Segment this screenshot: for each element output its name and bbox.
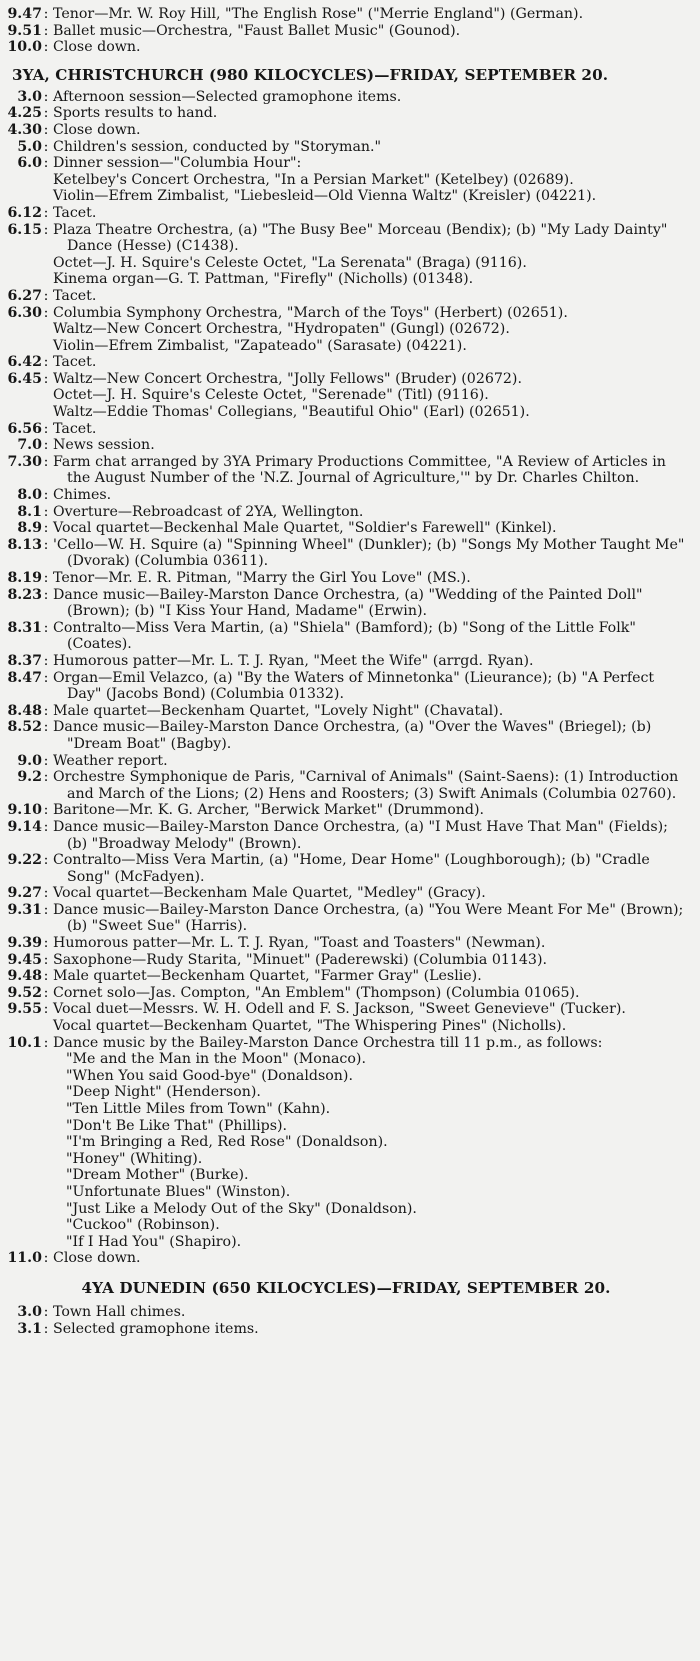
entry-time: 9.27 [7, 885, 42, 902]
entry-time: 10.0 [7, 39, 42, 56]
song-item: "Ten Little Miles from Town" (Kahn). [66, 1101, 331, 1117]
entry-text: Contralto—Miss Vera Martin, (a) "Home, Dear Home" (Loughborough); (b) "Cradle Song" (McFadyen). [53, 852, 650, 885]
entry-colon: : [43, 1320, 49, 1337]
program-entry [4, 454, 688, 487]
program-entry [4, 1321, 688, 1338]
entry-colon: : [43, 1034, 49, 1051]
entry-colon: : [43, 901, 49, 918]
entry-time: 3.0 [17, 1303, 42, 1320]
song-item: "If I Had You" (Shapiro). [66, 1233, 242, 1250]
song-item: "Don't Be Like That" (Phillips). [66, 1117, 288, 1134]
entry-text: Waltz—New Concert Orchestra, "Jolly Fellows" (Bruder) (02672). [53, 370, 522, 387]
entry-colon: : [43, 719, 49, 736]
entry-colon: : [43, 702, 49, 719]
entry-text: Tacet. [53, 420, 97, 437]
entry-colon: : [43, 370, 49, 387]
dance-song-list [4, 1051, 688, 1250]
entry-colon [43, 172, 49, 189]
song-item: "Just Like a Melody Out of the Sky" (Donaldson). [66, 1200, 417, 1217]
entry-colon: : [43, 769, 49, 786]
entry-text: News session. [53, 437, 155, 454]
program-entry [4, 885, 688, 902]
entry-time: 9.52 [7, 984, 42, 1001]
entry-time: 9.10 [7, 802, 42, 819]
entry-text: Selected gramophone items. [53, 1320, 259, 1337]
entry-text: Afternoon session—Selected gramophone items. [53, 88, 402, 105]
entry-colon: : [43, 951, 49, 968]
entry-colon: : [43, 39, 49, 56]
program-entry [4, 753, 688, 770]
entry-time: 9.51 [7, 22, 42, 39]
entry-text: Tacet. [53, 204, 97, 221]
entry-colon: : [43, 22, 49, 39]
program-entry [4, 1304, 688, 1321]
program-entry [4, 6, 688, 23]
entry-time: 8.48 [7, 702, 42, 719]
program-entry [4, 437, 688, 454]
entry-colon: : [43, 802, 49, 819]
entry-colon: : [43, 304, 49, 321]
program-entry [4, 719, 688, 752]
song-item: "Cuckoo" (Robinson). [66, 1217, 220, 1234]
previous-station-tail [4, 6, 688, 56]
entry-time: 7.30 [7, 453, 42, 470]
entry-time [4, 338, 42, 355]
entry-colon: : [43, 487, 49, 504]
entry-time: 9.31 [7, 901, 42, 918]
entry-time: 9.39 [7, 935, 42, 952]
entry-time [4, 387, 42, 404]
entry-time [4, 255, 42, 272]
entry-colon: : [43, 121, 49, 138]
entry-time: 6.27 [7, 287, 42, 304]
entry-text: Humorous patter—Mr. L. T. J. Ryan, "Toast and Toasters" (Newman). [53, 935, 546, 952]
program-entry [4, 1018, 688, 1035]
program-entry [4, 570, 688, 587]
song-item: "I'm Bringing a Red, Red Rose" (Donaldson). [66, 1134, 388, 1151]
entry-colon: : [43, 453, 49, 470]
entry-text: Octet—J. H. Squire's Celeste Octet, "Serenade" (Titl) (9116). [53, 387, 489, 404]
entry-time: 3.0 [17, 88, 42, 105]
program-entry [4, 338, 688, 355]
entry-text: Vocal duet—Messrs. W. H. Odell and F. S. Jackson, "Sweet Genevieve" (Tucker). [53, 1001, 626, 1018]
entry-colon: : [43, 88, 49, 105]
entry-text: Tenor—Mr. E. R. Pitman, "Marry the Girl You Love" (MS.). [53, 570, 471, 586]
program-entry [4, 321, 688, 338]
close-down-entry [4, 1250, 688, 1267]
entry-colon: : [43, 138, 49, 155]
entry-time: 6.45 [7, 370, 42, 387]
entry-colon: : [43, 287, 49, 304]
entry-colon: : [43, 221, 49, 238]
entry-time: 8.47 [7, 669, 42, 686]
entry-text: Children's session, conducted by "Storyman." [53, 138, 382, 155]
entry-text: Violin—Efrem Zimbalist, "Liebesleid—Old Vienna Waltz" (Kreisler) (04221). [53, 188, 597, 205]
program-entry [4, 952, 688, 969]
program-entry [4, 902, 688, 935]
song-item: "Unfortunate Blues" (Winston). [66, 1183, 291, 1200]
entry-time: 8.0 [17, 487, 42, 504]
entry-text: Chimes. [53, 487, 112, 504]
entry-colon: : [43, 1250, 49, 1267]
entry-time: 10.1 [7, 1034, 42, 1051]
entry-colon: : [43, 1001, 49, 1018]
entry-colon [43, 1018, 49, 1035]
entry-text: Male quartet—Beckenham Quartet, "Farmer Gray" (Leslie). [53, 968, 482, 985]
entry-text: Farm chat arranged by 3YA Primary Productions Committee, "A Review of Articles in the August Number of the 'N.Z. Journal of Agriculture,'" by Dr. Charles Chilton. [53, 453, 666, 487]
entry-text: Cornet solo—Jas. Compton, "An Emblem" (Thompson) (Columbia 01065). [53, 984, 580, 1001]
program-entry [4, 105, 688, 122]
entry-colon: : [43, 536, 49, 553]
program-entry [4, 139, 688, 156]
song-item: "When You said Good-bye" (Donaldson). [66, 1067, 353, 1084]
entry-time: 5.0 [17, 138, 42, 155]
entry-time [4, 271, 42, 288]
entry-time: 6.0 [17, 155, 42, 172]
program-list-3ya [4, 89, 688, 1051]
program-entry [4, 155, 688, 172]
entry-text: Baritone—Mr. K. G. Archer, "Berwick Market" (Drummond). [53, 802, 485, 819]
entry-colon [43, 255, 49, 272]
program-entry [4, 305, 688, 322]
entry-time [4, 321, 42, 338]
entry-colon: : [43, 652, 49, 669]
entry-time: 9.22 [7, 852, 42, 869]
entry-time: 8.13 [7, 536, 42, 553]
entry-text: 'Cello—W. H. Squire (a) "Spinning Wheel" (Dunkler); (b) "Songs My Mother Taught Me" (Dvorak) (Columbia 03611). [53, 536, 685, 570]
entry-colon: : [43, 935, 49, 952]
program-entry [4, 222, 688, 255]
program-entry [4, 504, 688, 521]
program-entry [4, 985, 688, 1002]
entry-colon: : [43, 669, 49, 686]
entry-text: Tenor—Mr. W. Roy Hill, "The English Rose" ("Merrie England") (German). [53, 6, 584, 22]
entry-time: 8.52 [7, 719, 42, 736]
entry-text: Waltz—Eddie Thomas' Collegians, "Beautiful Ohio" (Earl) (02651). [53, 404, 530, 421]
program-entry [4, 537, 688, 570]
entry-time: 6.15 [7, 221, 42, 238]
entry-text: Ballet music—Orchestra, "Faust Ballet Music" (Gounod). [53, 22, 461, 39]
entry-colon: : [43, 105, 49, 122]
song-item: "Me and the Man in the Moon" (Monaco). [66, 1051, 366, 1068]
entry-time: 8.9 [17, 520, 42, 537]
entry-colon: : [43, 520, 49, 537]
entry-colon: : [43, 752, 49, 769]
entry-text: Octet—J. H. Squire's Celeste Octet, "La Serenata" (Braga) (9116). [53, 254, 527, 271]
entry-time: 9.47 [7, 6, 42, 22]
entry-text: Vocal quartet—Beckenhal Male Quartet, "Soldier's Farewell" (Kinkel). [53, 520, 557, 537]
entry-text: Sports results to hand. [53, 105, 218, 122]
program-entry [4, 404, 688, 421]
entry-text: Violin—Efrem Zimbalist, "Zapateado" (Sarasate) (04221). [53, 337, 467, 354]
entry-text: Tacet. [53, 287, 97, 304]
entry-colon: : [43, 984, 49, 1001]
entry-colon: : [43, 204, 49, 221]
entry-time: 3.1 [17, 1320, 42, 1337]
entry-time: 9.2 [17, 769, 42, 786]
entry-text: Saxophone—Rudy Starita, "Minuet" (Paderewski) (Columbia 01143). [53, 951, 547, 968]
entry-time: 6.42 [7, 354, 42, 371]
entry-time: 8.19 [7, 570, 42, 586]
entry-text: Overture—Rebroadcast of 2YA, Wellington. [53, 503, 364, 520]
program-entry [4, 122, 688, 139]
entry-time [4, 404, 42, 421]
entry-text: Dinner session—"Columbia Hour": [53, 155, 302, 172]
entry-text: Organ—Emil Velazco, (a) "By the Waters of Minnetonka" (Lieurance); (b) "A Perfect Day" (Jacobs Bond) (Columbia 01332). [53, 669, 655, 703]
song-item: "Honey" (Whiting). [66, 1150, 203, 1167]
entry-text: Vocal quartet—Beckenham Quartet, "The Whispering Pines" (Nicholls). [53, 1018, 567, 1035]
entry-colon: : [43, 570, 49, 586]
station-heading-3ya: 3YA, CHRISTCHURCH (980 KILOCYCLES)—FRIDAY, SEPTEMBER 20. [12, 65, 609, 84]
song-item: "Deep Night" (Henderson). [66, 1084, 261, 1101]
program-entry [4, 620, 688, 653]
program-entry [4, 89, 688, 106]
program-entry [4, 188, 688, 205]
entry-colon: : [43, 619, 49, 636]
entry-colon: : [43, 503, 49, 520]
station-heading-4ya: 4YA DUNEDIN (650 KILOCYCLES)—FRIDAY, SEPTEMBER 20. [81, 1278, 611, 1297]
program-entry [4, 1035, 688, 1052]
program-entry [4, 769, 688, 802]
entry-text: Tacet. [53, 354, 97, 371]
program-entry [4, 852, 688, 885]
entry-colon: : [43, 437, 49, 454]
entry-text: Close down. [53, 1250, 141, 1267]
entry-text: Columbia Symphony Orchestra, "March of the Toys" (Herbert) (02651). [53, 304, 568, 321]
program-entry [4, 487, 688, 504]
entry-colon [43, 271, 49, 288]
entry-time: 4.25 [7, 105, 42, 122]
entry-colon: : [43, 420, 49, 437]
entry-colon [43, 387, 49, 404]
program-entry [4, 255, 688, 272]
entry-time: 9.48 [7, 968, 42, 985]
entry-colon: : [43, 1303, 49, 1320]
entry-time: 9.0 [17, 752, 42, 769]
entry-text: Town Hall chimes. [53, 1303, 186, 1320]
entry-text: Dance music—Bailey-Marston Dance Orchestra, (a) "Over the Waves" (Briegel); (b) "Dream Boat" (Bagby). [53, 719, 652, 752]
entry-time: 4.30 [7, 121, 42, 138]
entry-colon [43, 321, 49, 338]
program-entry [4, 1001, 688, 1018]
entry-text: Dance music by the Bailey-Marston Dance Orchestra till 11 p.m., as follows: [53, 1034, 603, 1051]
entry-time: 8.37 [7, 652, 42, 669]
entry-text: Plaza Theatre Orchestra, (a) "The Busy Bee" Morceau (Bendix); (b) "My Lady Dainty" Dance (Hesse) (C1438). [53, 221, 668, 255]
program-entry [4, 653, 688, 670]
entry-time: 9.45 [7, 951, 42, 968]
entry-time: 7.0 [17, 437, 42, 454]
entry-text: Ketelbey's Concert Orchestra, "In a Persian Market" (Ketelbey) (02689). [53, 171, 574, 188]
program-entry [4, 802, 688, 819]
entry-colon [43, 338, 49, 355]
program-entry [4, 271, 688, 288]
entry-text: Dance music—Bailey-Marston Dance Orchestra, (a) "I Must Have That Man" (Fields); (b) "Broadway Melody" (Brown). [53, 818, 668, 852]
entry-time: 6.12 [7, 204, 42, 221]
entry-colon [43, 188, 49, 205]
entry-colon: : [43, 354, 49, 371]
entry-text: Close down. [53, 121, 141, 138]
program-entry [4, 819, 688, 852]
entry-colon [43, 404, 49, 421]
entry-text: Waltz—New Concert Orchestra, "Hydropaten" (Gungl) (02672). [53, 321, 510, 338]
entry-text: Humorous patter—Mr. L. T. J. Ryan, "Meet the Wife" (arrgd. Ryan). [53, 652, 534, 669]
entry-time: 8.31 [7, 619, 42, 636]
program-entry [4, 520, 688, 537]
entry-time [4, 188, 42, 205]
program-entry [4, 1250, 688, 1267]
program-entry [4, 968, 688, 985]
entry-colon: : [43, 155, 49, 172]
entry-time [4, 172, 42, 189]
program-entry [4, 371, 688, 388]
entry-text: Orchestre Symphonique de Paris, "Carnival of Animals" (Saint-Saens): (1) Introduction and March of the Lions; (2) Hens and Roosters; (3) Swift Animals (Columbia 02760). [53, 769, 679, 802]
program-entry [4, 205, 688, 222]
entry-colon: : [43, 852, 49, 869]
entry-colon: : [43, 586, 49, 603]
program-entry [4, 935, 688, 952]
entry-time: 11.0 [7, 1250, 42, 1267]
entry-text: Dance music—Bailey-Marston Dance Orchestra, (a) "Wedding of the Painted Doll" (Brown); (b) "I Kiss Your Hand, Madame" (Erwin). [53, 586, 643, 620]
entry-colon: : [43, 6, 49, 22]
entry-time [4, 1018, 42, 1035]
entry-time: 8.1 [17, 503, 42, 520]
program-entry [4, 172, 688, 189]
entry-text: Vocal quartet—Beckenham Male Quartet, "Medley" (Gracy). [53, 885, 486, 902]
program-list-4ya [4, 1304, 688, 1337]
entry-colon: : [43, 968, 49, 985]
program-entry [4, 703, 688, 720]
entry-text: Weather report. [53, 752, 168, 769]
entry-time: 6.30 [7, 304, 42, 321]
program-entry [4, 288, 688, 305]
entry-colon: : [43, 885, 49, 902]
program-entry [4, 587, 688, 620]
entry-text: Kinema organ—G. T. Pattman, "Firefly" (Nicholls) (01348). [53, 271, 474, 288]
program-entry [4, 23, 688, 40]
program-entry [4, 421, 688, 438]
program-entry [4, 39, 688, 56]
entry-time: 9.55 [7, 1001, 42, 1018]
entry-text: Close down. [53, 39, 141, 56]
entry-text: Dance music—Bailey-Marston Dance Orchestra, (a) "You Were Meant For Me" (Brown); (b) "Sweet Sue" (Harris). [53, 901, 684, 935]
entry-time: 9.14 [7, 818, 42, 835]
program-entry [4, 670, 688, 703]
entry-time: 8.23 [7, 586, 42, 603]
program-entry [4, 354, 688, 371]
entry-time: 6.56 [7, 420, 42, 437]
song-item: "Dream Mother" (Burke). [66, 1167, 249, 1184]
program-entry [4, 387, 688, 404]
entry-colon: : [43, 818, 49, 835]
entry-text: Male quartet—Beckenham Quartet, "Lovely Night" (Chavatal). [53, 702, 504, 719]
entry-text: Contralto—Miss Vera Martin, (a) "Shiela" (Bamford); (b) "Song of the Little Folk" (Coates). [53, 619, 636, 653]
